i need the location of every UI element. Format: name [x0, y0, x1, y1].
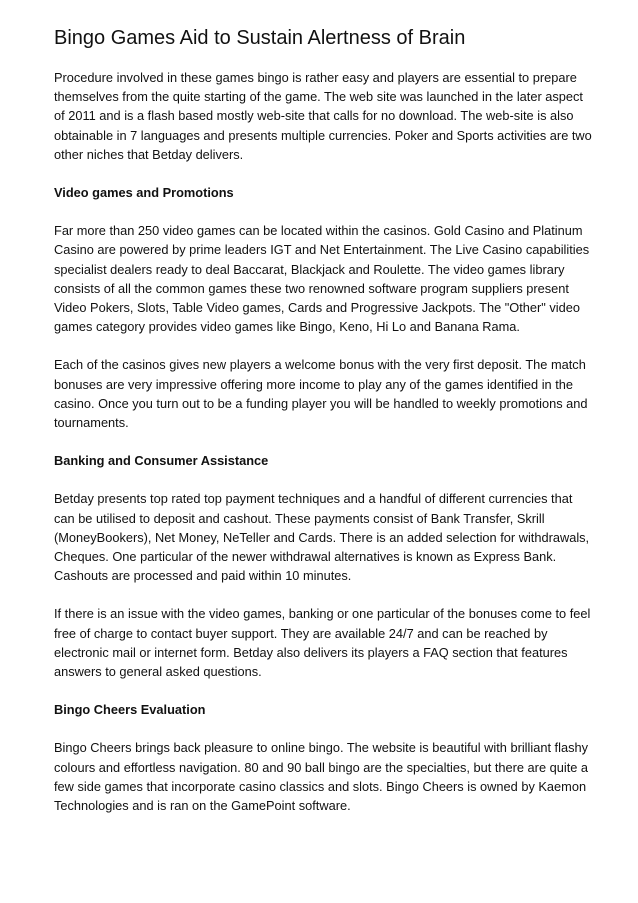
section-heading: Bingo Cheers Evaluation	[54, 702, 206, 718]
section-paragraph: Each of the casinos gives new players a welcome bonus with the very first deposit. The match bonuses are very impressive offering more income to play any of the games identified in the casino. Once you turn out to be a funding player you will be handled to weekly promotions and tournaments.	[54, 357, 588, 431]
section-paragraph: Bingo Cheers brings back pleasure to online bingo. The website is beautiful with brilliant flashy colours and effortless navigation. 80 and 90 ball bingo are the specialties, but there are quite a few side games that incorporate casino classics and slots. Bingo Cheers is owned by Kaemon Technologies and is ran on the GamePoint software.	[54, 740, 589, 814]
section-paragraph: If there is an issue with the video games, banking or one particular of the bonuses come to feel free of charge to contact buyer support. They are available 24/7 and can be reached by electronic mail or internet form. Betday also delivers its players a FAQ section that features answers to general asked questions.	[54, 606, 591, 680]
section-video-games	[54, 183, 594, 432]
document-title: Bingo Games Aid to Sustain Alertness of Brain	[54, 27, 466, 49]
section-bingo-cheers	[54, 700, 594, 815]
section-banking	[54, 451, 594, 681]
intro-paragraph: Procedure involved in these games bingo is rather easy and players are essential to prepare themselves from the quite starting of the game. The web site was launched in the later aspect of 2011 and is a flash based mostly web-site that calls for no download. The web-site is also obtainable in 7 languages and presents multiple currencies. Poker and Sports activities are two other niches that Betday delivers.	[54, 70, 592, 162]
document-page	[54, 24, 594, 834]
section-paragraph: Far more than 250 video games can be located within the casinos. Gold Casino and Platinum Casino are powered by prime leaders IGT and Net Entertainment. The Live Casino capabilities specialist dealers ready to deal Baccarat, Blackjack and Roulette. The video games library consists of all the common games these two renowned software program suppliers present Video Pokers, Slots, Table Video games, Cards and Progressive Jackpots. The "Other" video games category provides video games like Bingo, Keno, Hi Lo and Banana Rama.	[54, 223, 590, 335]
section-heading: Banking and Consumer Assistance	[54, 453, 269, 469]
section-paragraph: Betday presents top rated top payment techniques and a handful of different currencies that can be utilised to deposit and cashout. These payments consist of Bank Transfer, Skrill (MoneyBookers), Net Money, NeTeller and Cards. There is an added selection for withdrawals, Cheques. One particular of the newer withdrawal alternatives is known as Express Bank. Cashouts are processed and paid within 10 minutes.	[54, 491, 590, 584]
section-heading: Video games and Promotions	[54, 185, 234, 201]
